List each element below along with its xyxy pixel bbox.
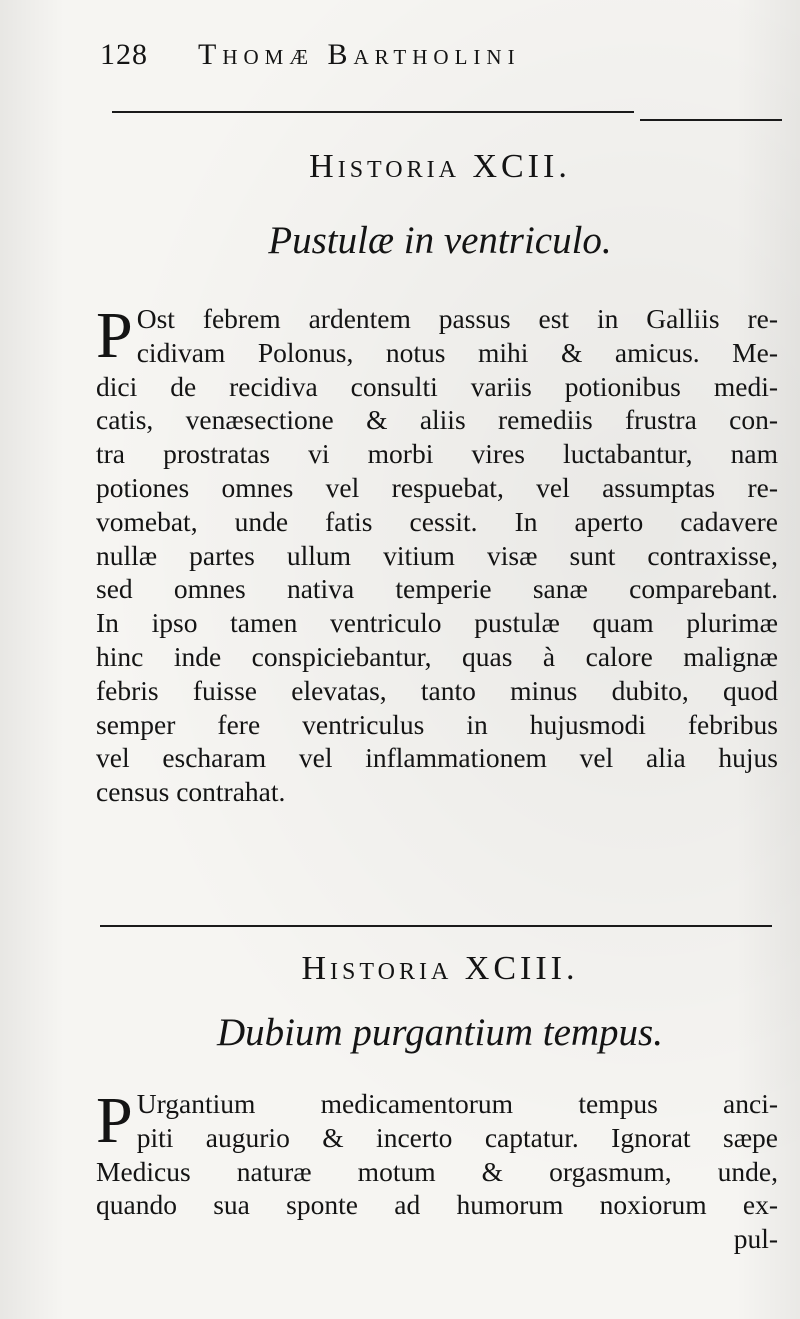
text-line: census contrahat.	[96, 776, 286, 808]
text-line: tra prostratas vi morbi vires luctabantur, nam	[96, 438, 778, 470]
section-body-93	[96, 1084, 778, 1256]
text-line: potiones omnes vel respuebat, vel assumptas re-	[96, 471, 778, 503]
page-number: 128	[100, 38, 148, 71]
dropcap-92: P	[96, 299, 133, 372]
section-body-92	[96, 299, 778, 809]
header-rule	[112, 111, 634, 113]
text-line: vomebat, unde fatis cessit. In aperto cadavere	[96, 505, 778, 537]
text-line: piti augurio & incerto captatur. Ignorat sæpe	[136, 1121, 778, 1153]
text-line: febris fuisse elevatas, tanto minus dubito, quod	[96, 674, 778, 706]
text-line: Medicus naturæ motum & orgasmum, unde,	[96, 1155, 778, 1187]
text-line: hinc inde conspiciebantur, quas à calore malignæ	[96, 640, 778, 672]
text-line: catis, venæsectione & aliis remediis frustra con-	[96, 404, 778, 436]
text-line: cidivam Polonus, notus mihi & amicus. Me-	[136, 336, 778, 368]
header-rule-right	[640, 119, 782, 121]
section-heading-93: Historia XCIII.	[301, 950, 579, 987]
text-line: Urgantium medicamentorum tempus anci-	[136, 1088, 778, 1119]
running-head	[100, 38, 770, 88]
text-line: quando sua sponte ad humorum noxiorum ex-	[96, 1189, 778, 1221]
section-subtitle-93: Dubium purgantium tempus.	[217, 1011, 663, 1054]
section-heading-92: Historia XCII.	[309, 148, 571, 185]
text-line: semper fere ventriculus in hujusmodi febribus	[96, 708, 778, 740]
section-subtitle-92: Pustulæ in ventriculo.	[268, 219, 612, 262]
section-divider	[100, 925, 772, 927]
text-line: In ipso tamen ventriculo pustulæ quam plurimæ	[96, 607, 778, 639]
running-title: Thomæ Bartholini	[198, 38, 521, 71]
text-line: Ost febrem ardentem passus est in Galliis re-	[136, 303, 778, 334]
text-line: sed omnes nativa temperie sanæ comparebant.	[96, 573, 778, 605]
text-line: dici de recidiva consulti variis potionibus medi-	[96, 370, 778, 402]
text-line: nullæ partes ullum vitium visæ sunt contraxisse,	[96, 539, 778, 571]
text-line: vel escharam vel inflammationem vel alia hujus	[96, 742, 778, 774]
dropcap-93: P	[96, 1084, 133, 1157]
catchword: pul-	[733, 1223, 778, 1255]
